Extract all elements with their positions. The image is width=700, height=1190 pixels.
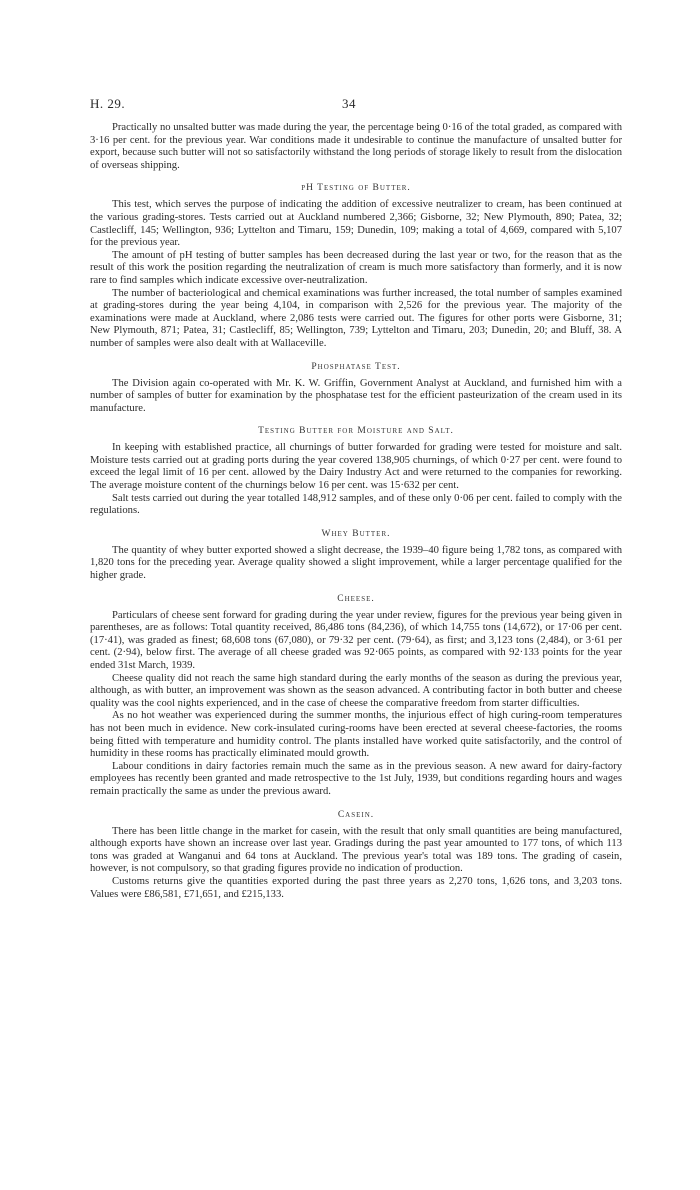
- document-page: [90, 96, 622, 901]
- section-heading: Testing Butter for Moisture and Salt.: [258, 426, 454, 437]
- paragraph: As no hot weather was experienced during the summer months, the injurious effect of high curing-room temperatures has not been much in evidence. New cork-insulated curing-rooms have been erected at several cheese-factories, the rooms being fitted with temperature and humidity control. The plants installed have worked quite satisfactorily, and the control of humidity in these rooms has practically eliminated mould growth.: [90, 710, 622, 760]
- paragraph: Particulars of cheese sent forward for grading during the year under review, figures for the previous year being given in parentheses, are as follows: Total quantity received, 86,486 tons (84,236), of which 14,755 tons (14,672), or 17·06 per cent. (17·41), was graded as finest; 68,608 tons (67,080), or 79·32 per cent. (79·64), as first; and 3,123 tons (2,484), or 3·61 per cent. (2·94), below first. The average of all cheese graded was 92·065 points, as compared with 92·133 points for the year ended 31st March, 1939.: [90, 609, 622, 671]
- paragraph: This test, which serves the purpose of indicating the addition of excessive neutralizer to cream, has been continued at the various grading-stores. Tests carried out at Auckland numbered 2,366; Gisborne, 32; New Plymouth, 890; Patea, 32; Castlecliff, 145; Wellington, 936; Lyttelton and Timaru, 159; Dunedin, 109; making a total of 4,669, compared with 5,107 for the previous year.: [90, 199, 622, 249]
- paragraph: There has been little change in the market for casein, with the result that only small quantities are being manufactured, although exports have shown an increase over last year. Gradings during the past year amounted to 177 tons, of which 113 tons was graded at Wanganui and 64 tons at Auckland. The previous year's total was 189 tons. The grading of casein, however, is not compulsory, so that grading figures provide no indication of production.: [90, 825, 622, 875]
- paragraph: Cheese quality did not reach the same high standard during the early months of the season as during the previous year, although, as with butter, an improvement was shown as the season advanced. A contributing factor in both butter and cheese quality was the cool nights experienced, and in the case of cheese the comparative freedom from starter difficulties.: [90, 672, 622, 709]
- section-phosphatase-test: [90, 362, 622, 416]
- paragraph: In keeping with established practice, all churnings of butter forwarded for grading were tested for moisture and salt. Moisture tests carried out at grading ports during the year covered 138,905 churnings, of which 0·27 per cent. were found to exceed the legal limit of 16 per cent. allowed by the Dairy Industry Act and were returned to the companies for reworking. The average moisture content of the churnings below 16 per cent. was 15·632 per cent.: [90, 442, 622, 492]
- paragraph: Labour conditions in dairy factories remain much the same as in the previous season. A new award for dairy-factory employees has recently been granted and made retrospective to the 1st July, 1939, but conditions regarding hours and wages remain practically the same as under the previous award.: [90, 760, 622, 797]
- paragraph: Customs returns give the quantities exported during the past three years as 2,270 tons, 1,626 tons, and 3,203 tons. Values were £86,581, £71,651, and £215,133.: [90, 875, 622, 900]
- paragraph: The Division again co-operated with Mr. K. W. Griffin, Government Analyst at Auckland, and furnished him with a number of samples of butter for examination by the phosphatase test for the efficient pasteurization of the cream used in its manufacture.: [90, 377, 622, 414]
- page-header: [90, 96, 622, 122]
- section-whey-butter: [90, 529, 622, 583]
- paragraph: Salt tests carried out during the year totalled 148,912 samples, and of these only 0·06 per cent. failed to comply with the regulations.: [90, 492, 622, 517]
- section-casein: [90, 810, 622, 902]
- paragraph: Practically no unsalted butter was made during the year, the percentage being 0·16 of the total graded, as compared with 3·16 per cent. for the previous year. War conditions made it undesirable to continue the manufacture of unsalted butter for export, because such butter will not so satisfactorily withstand the long periods of storage likely to result from the dislocation of overseas shipping.: [90, 122, 622, 171]
- section-heading: Whey Butter.: [321, 528, 391, 539]
- section-moisture-salt: [90, 426, 622, 518]
- section-heading: Casein.: [337, 809, 375, 820]
- document-reference: H. 29.: [90, 96, 126, 111]
- section-heading: Phosphatase Test.: [311, 361, 401, 372]
- paragraph: The number of bacteriological and chemical examinations was further increased, the total number of samples examined at grading-stores during the year being 4,104, in comparison with 2,526 for the previous year. The majority of the examinations were made at Auckland, where 2,086 tests were carried out. The figures for other ports were Gisborne, 31; New Plymouth, 871; Patea, 31; Castlecliff, 85; Wellington, 739; Lyttelton and Timaru, 203; Dunedin, 20; and Bluff, 38. A number of samples were also dealt with at Wallaceville.: [90, 287, 622, 349]
- section-ph-testing: [90, 183, 622, 350]
- section-cheese: [90, 594, 622, 799]
- section-heading: Cheese.: [337, 593, 375, 604]
- section-heading: pH Testing of Butter.: [301, 183, 411, 194]
- intro-section: [90, 122, 622, 172]
- paragraph: The amount of pH testing of butter samples has been decreased during the last year or two, for the reason that as the result of this work the position regarding the neutralization of cream is much more satisfactory than formerly, and it is now rare to find samples which indicate excessive over-neutralization.: [90, 249, 622, 286]
- paragraph: The quantity of whey butter exported showed a slight decrease, the 1939–40 figure being 1,782 tons, as compared with 1,820 tons for the preceding year. Average quality showed a slight improvement, while a larger percentage qualified for the higher grade.: [90, 544, 622, 582]
- page-number: 34: [342, 96, 356, 111]
